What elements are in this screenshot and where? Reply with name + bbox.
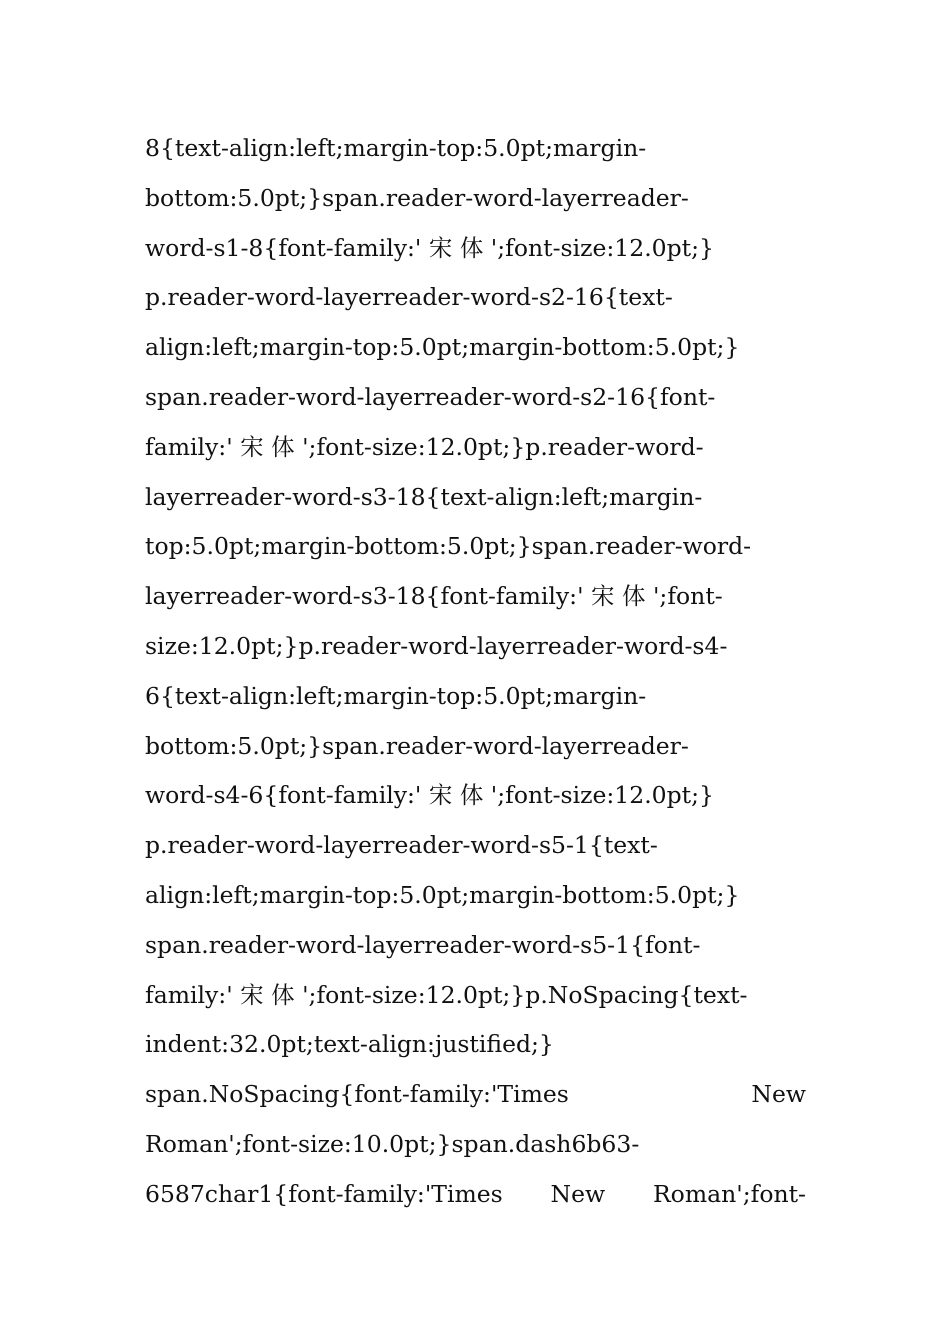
text-line-1: 8{text-align:left;margin-top:5.0pt;margin-: [145, 134, 647, 162]
text-line-13: bottom:5.0pt;}span.reader-word-layerreader-: [145, 731, 689, 760]
text-line-12: 6{text-align:left;margin-top:5.0pt;margin-: [145, 681, 647, 710]
text-line-10: layerreader-word-s3-18{font-family:' 宋 体 ';font-: [145, 582, 723, 611]
text-line-19: indent:32.0pt;text-align:justified;}: [145, 1030, 554, 1059]
text-line-2: bottom:5.0pt;}span.reader-word-layerreader-: [145, 183, 689, 212]
text-line-16: align:left;margin-top:5.0pt;margin-bottom:5.0pt;}: [145, 880, 740, 909]
text-line-9: top:5.0pt;margin-bottom:5.0pt;}span.reader-word-: [145, 532, 752, 561]
text-line-22: 6587char1{font-family:'Times New Roman';font-: [145, 1179, 806, 1208]
text-line-5: align:left;margin-top:5.0pt;margin-bottom:5.0pt;}: [145, 333, 740, 362]
text-line-20: span.NoSpacing{font-family:'Times New: [145, 1080, 806, 1109]
document-body-text: [145, 124, 806, 1220]
text-line-7: family:' 宋 体 ';font-size:12.0pt;}p.reader-word-: [145, 432, 704, 461]
text-line-11: size:12.0pt;}p.reader-word-layerreader-word-s4-: [145, 631, 728, 660]
text-line-8: layerreader-word-s3-18{text-align:left;margin-: [145, 482, 703, 511]
text-line-14: word-s4-6{font-family:' 宋 体 ';font-size:12.0pt;}: [145, 781, 714, 810]
text-line-18: family:' 宋 体 ';font-size:12.0pt;}p.NoSpacing{text-: [145, 980, 748, 1009]
text-line-15: p.reader-word-layerreader-word-s5-1{text-: [145, 831, 658, 860]
text-line-3: word-s1-8{font-family:' 宋 体 ';font-size:12.0pt;}: [145, 233, 714, 262]
text-line-4: p.reader-word-layerreader-word-s2-16{text-: [145, 283, 673, 312]
text-line-6: span.reader-word-layerreader-word-s2-16{font-: [145, 382, 716, 411]
text-line-21: Roman';font-size:10.0pt;}span.dash6b63-: [145, 1129, 640, 1158]
text-line-17: span.reader-word-layerreader-word-s5-1{font-: [145, 930, 701, 959]
